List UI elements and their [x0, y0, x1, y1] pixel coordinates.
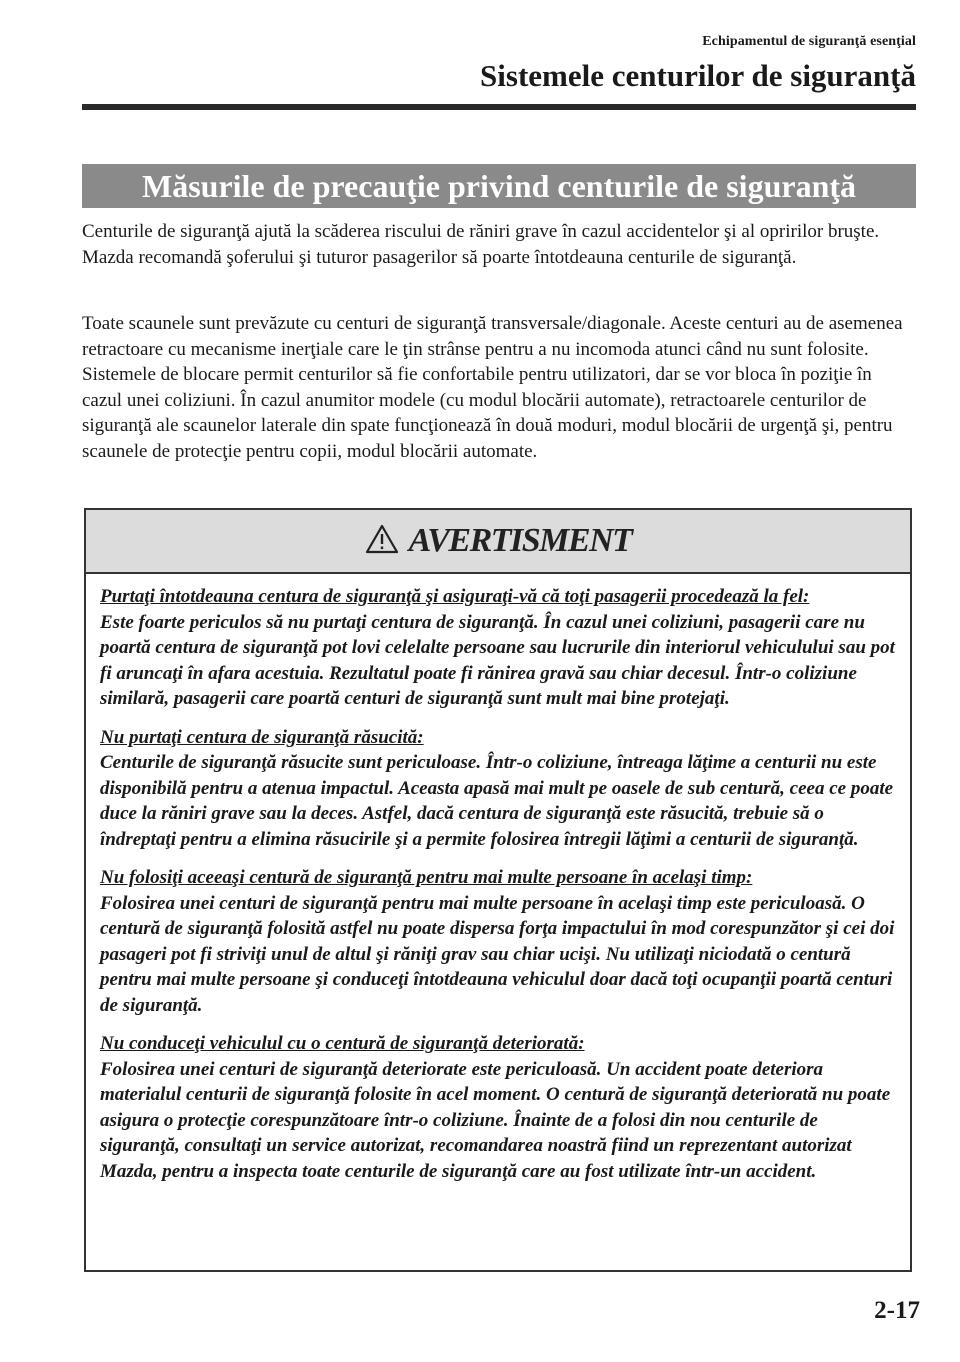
intro-paragraph-2: Toate scaunele sunt prevăzute cu centuri de siguranţă transversale/diagonale. Aceste centuri au de asemenea retractoare cu mecanisme inerţiale care le ţin strânse pentru a nu incomoda atunci când nu sunt folosite. Sistemele de blocare permit centurilor să fie confortabile pentru utilizatori, dar se vor bloca în poziţie în cazul unei coliziuni. În cazul anumitor modele (cu modul blocării automate), retractoarele centurilor de siguranţă ale scaunelor laterale din spate funcţionează în două moduri, modul blocării de urgenţă şi, pentru scaunele de protecţie pentru copii, modul blocării automate. — [82, 313, 903, 462]
warning-item — [100, 865, 898, 1018]
warning-item — [100, 584, 898, 712]
warning-item-title: Purtaţi întotdeauna centura de siguranţă şi asiguraţi-vă că toţi pasagerii procedează la fel: — [100, 586, 810, 607]
warning-item-title: Nu conduceţi vehiculul cu o centură de siguranţă deteriorată: — [100, 1033, 585, 1054]
warning-box — [84, 508, 912, 1272]
warning-item — [100, 725, 898, 853]
warning-header — [86, 510, 910, 574]
warning-triangle-icon — [365, 524, 399, 559]
warning-item-title: Nu purtaţi centura de siguranţă răsucită: — [100, 726, 424, 748]
chapter-title: Echipamentul de siguranţă esenţial — [702, 34, 916, 49]
page-title: Sistemele centurilor de siguranţă — [480, 58, 916, 93]
intro-paragraph-1: Centurile de siguranţă ajută la scăderea riscului de răniri grave în cazul accidentelor şi al opririlor bruşte. Mazda recomandă şoferului şi tuturor pasagerilor să poarte întotdeauna centurile de siguranţă. — [82, 221, 880, 268]
header-divider — [82, 104, 916, 110]
warning-body — [86, 574, 910, 1184]
warning-item-title: Nu folosiţi aceeaşi centură de siguranţă pentru mai multe persoane în acelaşi timp: — [100, 867, 753, 888]
warning-item-text: Este foarte periculos să nu purtaţi centura de siguranţă. În cazul unei coliziuni, pasagerii care nu poartă centura de siguranţă pot lovi celelalte persoane sau lucrurile din interiorul vehiculului sau pot fi aruncaţi în afara acestuia. Rezultatul poate fi rănirea gravă sau chiar decesul. Într-o coliziune similară, pasagerii care poartă centuri de siguranţă sunt mult mai bine protejaţi. — [100, 611, 895, 709]
section-title: Măsurile de precauţie privind centurile de siguranţă — [141, 167, 857, 204]
warning-item — [100, 1031, 898, 1184]
warning-item-text: Folosirea unei centuri de siguranţă deteriorate este periculoasă. Un accident poate deteriora materialul centurii de siguranţă folosite în acel moment. O centură de siguranţă deteriorată nu poate asigura o protecţie corespunzătoare într-o coliziune. Înainte de a folosi din nou centurile de siguranţă, consultaţi un service autorizat, recomandarea noastră fiind un reprezentant autorizat Mazda, pentru a inspecta toate centurile de siguranţă care au fost utilizate într-un accident. — [100, 1058, 891, 1182]
section-heading-bar — [82, 164, 916, 208]
warning-label: AVERTISMENT — [408, 522, 632, 559]
warning-item-text: Centurile de siguranţă răsucite sunt periculoase. Într-o coliziune, întreaga lăţime a centurii nu este disponibilă pentru a atenua impactul. Aceasta apasă mai mult pe oasele de sub centură, ceea ce poate duce la răniri grave sau la deces. Astfel, dacă centura de siguranţă este răsucită, trebuie să o îndreptaţi pentru a elimina răsucirile şi a permite folosirea întregii lăţimi a centurii de siguranţă. — [100, 752, 894, 850]
page-number: 2-17 — [874, 1297, 920, 1324]
warning-item-text: Folosirea unei centuri de siguranţă pentru mai multe persoane în acelaşi timp este periculoasă. O centură de siguranţă folosită astfel nu poate dispersa forţa impactului în mod corespunzător şi cei doi pasageri pot fi striviţi unul de altul şi răniţi grav sau chiar ucişi. Nu utilizaţi niciodată o centură pentru mai multe persoane şi conduceţi întotdeauna vehiculul doar dacă toţi ocupanţii poartă centuri de siguranţă. — [100, 892, 895, 1016]
